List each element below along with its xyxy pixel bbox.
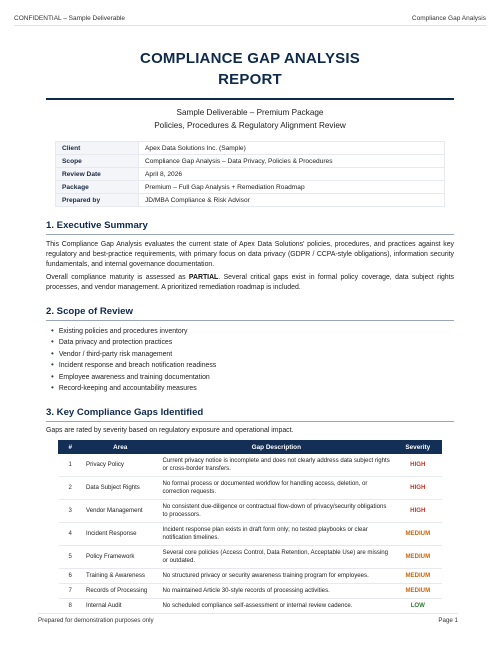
info-key: Scope — [56, 155, 139, 168]
list-item — [51, 349, 454, 360]
gap-number: 7 — [59, 584, 83, 599]
gap-number: 8 — [59, 599, 83, 614]
severity-badge: MEDIUM — [394, 523, 441, 546]
bullet-icon: • — [51, 383, 54, 393]
info-key: Review Date — [56, 168, 139, 181]
info-value: Apex Data Solutions Inc. (Sample) — [139, 142, 445, 155]
scope-list — [46, 326, 454, 394]
gap-description: No structured privacy or security awareness training program for employees. — [159, 569, 395, 584]
running-header — [14, 10, 486, 26]
severity-badge: MEDIUM — [394, 546, 441, 569]
gap-area: Training & Awareness — [82, 569, 159, 584]
bullet-icon: • — [51, 337, 54, 347]
subtitle-line2: Policies, Procedures & Regulatory Alignment Review — [154, 121, 346, 130]
info-key: Prepared by — [56, 194, 139, 207]
gap-area: Privacy Policy — [82, 454, 159, 477]
gap-area: Incident Response — [82, 523, 159, 546]
info-value: April 8, 2026 — [139, 168, 445, 181]
report-title-line1: COMPLIANCE GAP ANALYSIS — [140, 50, 360, 67]
column-header-description: Gap Description — [159, 441, 395, 454]
title-divider — [46, 98, 454, 100]
bullet-icon: • — [51, 325, 54, 335]
maturity-rating: PARTIAL — [188, 274, 219, 282]
info-row — [56, 194, 445, 207]
list-item — [51, 372, 454, 383]
gap-description: Current privacy notice is incomplete and does not clearly address data subject rights or cross-border transfers. — [159, 454, 395, 477]
gap-area: Vendor Management — [82, 500, 159, 523]
gap-area: Data Subject Rights — [82, 477, 159, 500]
gap-description: No scheduled compliance self-assessment or internal review cadence. — [159, 599, 395, 614]
column-header-severity: Severity — [394, 441, 441, 454]
scope-item-text: Employee awareness and training documentation — [58, 373, 210, 381]
scope-item-text: Existing policies and procedures inventory — [58, 327, 188, 335]
gaps-intro-note: Gaps are rated by severity based on regulatory exposure and operational impact. — [46, 427, 294, 435]
list-item — [51, 360, 454, 371]
header-doc-title: Compliance Gap Analysis — [411, 15, 486, 22]
executive-summary-paragraph-1: This Compliance Gap Analysis evaluates the current state of Apex Data Solutions' policies, procedures, and practices against key regulatory and best-practice requirements, with primary focus on data privacy (GDPR / CCPA-style obligations), information security fundamentals, and internal governance documentation. — [46, 241, 454, 268]
severity-badge: MEDIUM — [394, 584, 441, 599]
gap-number: 4 — [59, 523, 83, 546]
bullet-icon: • — [51, 371, 54, 381]
table-row — [59, 546, 442, 569]
footer-disclaimer: Prepared for demonstration purposes only — [38, 617, 154, 624]
gap-description: No formal process or documented workflow for handling access, deletion, or correction requests. — [159, 477, 395, 500]
gap-description: Incident response plan exists in draft form only; no tested playbooks or clear notification timelines. — [159, 523, 395, 546]
section-heading-gaps: 3. Key Compliance Gaps Identified — [46, 407, 454, 422]
scope-item-text: Incident response and breach notification readiness — [58, 362, 217, 370]
section-heading-executive-summary: 1. Executive Summary — [46, 220, 454, 235]
executive-summary-p2-lead: Overall compliance maturity is assessed as — [46, 274, 189, 282]
report-title-line2: REPORT — [218, 71, 282, 88]
gap-number: 5 — [59, 546, 83, 569]
executive-summary-p2-tail: . Several critical gaps exist in formal policy coverage, data subject rights processes, and vendor management. A prioritized remediation roadmap is included. — [46, 274, 454, 292]
gap-area: Internal Audit — [82, 599, 159, 614]
info-row — [56, 181, 445, 194]
gaps-table — [58, 440, 442, 614]
column-header-number: # — [59, 441, 83, 454]
severity-badge: HIGH — [394, 500, 441, 523]
document-content — [46, 48, 454, 614]
gap-number: 6 — [59, 569, 83, 584]
table-row — [59, 523, 442, 546]
scope-item-text: Data privacy and protection practices — [58, 339, 173, 347]
executive-summary-paragraph-2 — [46, 273, 454, 293]
column-header-area: Area — [82, 441, 159, 454]
info-value: JD/MBA Compliance & Risk Advisor — [139, 194, 445, 207]
scope-item-text: Record-keeping and accountability measures — [58, 385, 197, 393]
running-footer — [38, 613, 458, 629]
table-row — [59, 500, 442, 523]
gap-description: No maintained Article 30-style records of processing activities. — [159, 584, 395, 599]
subtitle-line1: Sample Deliverable – Premium Package — [176, 108, 324, 117]
severity-badge: HIGH — [394, 454, 441, 477]
severity-badge: MEDIUM — [394, 569, 441, 584]
header-confidential: CONFIDENTIAL – Sample Deliverable — [14, 15, 126, 22]
gap-number: 3 — [59, 500, 83, 523]
info-row — [56, 168, 445, 181]
info-value: Compliance Gap Analysis – Data Privacy, Policies & Procedures — [139, 155, 445, 168]
table-row — [59, 569, 442, 584]
list-item — [51, 383, 454, 394]
info-row — [56, 155, 445, 168]
gaps-table-header-row — [59, 441, 442, 454]
gap-number: 1 — [59, 454, 83, 477]
list-item — [51, 326, 454, 337]
list-item — [51, 337, 454, 348]
gap-description: Several core policies (Access Control, Data Retention, Acceptable Use) are missing or outdated. — [159, 546, 395, 569]
gap-area: Records of Processing — [82, 584, 159, 599]
table-row — [59, 599, 442, 614]
info-key: Client — [56, 142, 139, 155]
gap-description: No consistent due-diligence or contractual flow-down of privacy/security obligations to processors. — [159, 500, 395, 523]
section-heading-scope: 2. Scope of Review — [46, 306, 454, 321]
page-number: Page 1 — [438, 617, 458, 624]
gap-number: 2 — [59, 477, 83, 500]
table-row — [59, 477, 442, 500]
scope-item-text: Vendor / third-party risk management — [58, 350, 173, 358]
gap-area: Policy Framework — [82, 546, 159, 569]
table-row — [59, 584, 442, 599]
severity-badge: LOW — [394, 599, 441, 614]
bullet-icon: • — [51, 348, 54, 358]
info-key: Package — [56, 181, 139, 194]
info-row — [56, 142, 445, 155]
info-value: Premium – Full Gap Analysis + Remediation Roadmap — [139, 181, 445, 194]
severity-badge: HIGH — [394, 477, 441, 500]
report-title — [46, 48, 454, 90]
engagement-info-table — [55, 141, 445, 207]
table-row — [59, 454, 442, 477]
bullet-icon: • — [51, 360, 54, 370]
